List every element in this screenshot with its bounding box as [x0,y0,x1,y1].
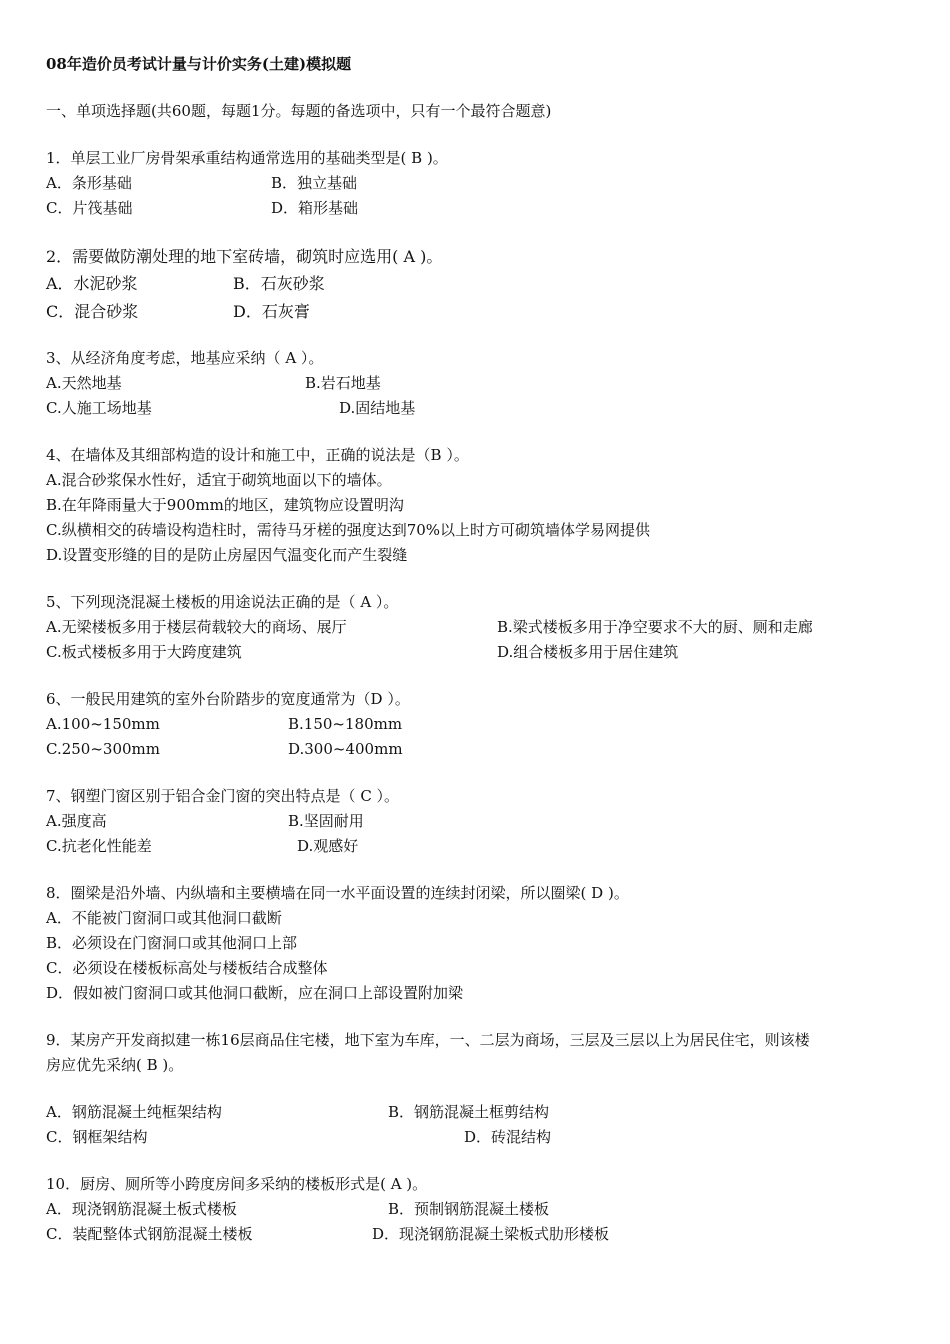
question-1-option-b: B．独立基础 [271,174,358,192]
question-3-option-d: D.固结地基 [339,399,416,417]
question-3-option-c: C.人施工场地基 [46,399,152,417]
question-9-option-a: A．钢筋混凝土纯框架结构 [46,1103,222,1121]
question-4-option-d: D.设置变形缝的目的是防止房屋因气温变化而产生裂缝 [46,546,408,564]
question-6-option-b: B.150~180mm [288,715,403,733]
question-10-option-d: D．现浇钢筋混凝土梁板式肋形楼板 [372,1225,610,1243]
question-1-stem: 1．单层工业厂房骨架承重结构通常选用的基础类型是( B )。 [46,149,448,167]
question-10-option-b: B．预制钢筋混凝土楼板 [388,1200,550,1218]
question-5-option-a: A.无梁楼板多用于楼层荷载较大的商场、展厅 [46,618,347,636]
question-2-stem: 2．需要做防潮处理的地下室砖墙，砌筑时应选用( A )。 [46,247,443,266]
question-4-option-a: A.混合砂浆保水性好，适宜于砌筑地面以下的墙体。 [46,471,392,489]
question-4-option-b: B.在年降雨量大于900mm的地区，建筑物应设置明沟 [46,496,404,514]
question-1-option-a: A．条形基础 [46,174,132,192]
question-6-option-c: C.250~300mm [46,740,160,758]
question-9-option-c: C．钢框架结构 [46,1128,148,1146]
question-9-stem: 9．某房产开发商拟建一栋16层商品住宅楼，地下室为车库，一、二层为商场，三层及三层以上为居民住宅，则该楼 [46,1031,810,1049]
question-2-option-c: C．混合砂浆 [46,302,139,321]
question-8-option-d: D．假如被门窗洞口或其他洞口截断，应在洞口上部设置附加梁 [46,984,464,1002]
question-7-option-c: C.抗老化性能差 [46,837,152,855]
question-6-stem: 6、一般民用建筑的室外台阶踏步的宽度通常为（D ）。 [46,690,410,708]
question-2-option-a: A．水泥砂浆 [46,274,138,293]
question-9-option-b: B．钢筋混凝土框剪结构 [388,1103,550,1121]
question-3-stem: 3、从经济角度考虑，地基应采纳（ A ）。 [46,349,324,367]
section-heading: 一、单项选择题(共60题，每题1分。每题的备选项中，只有一个最符合题意) [46,102,552,120]
question-8-option-a: A．不能被门窗洞口或其他洞口截断 [46,909,282,927]
question-5-stem: 5、下列现浇混凝土楼板的用途说法正确的是（ A ）。 [46,593,399,611]
question-9-option-d: D．砖混结构 [464,1128,552,1146]
question-3-option-b: B.岩石地基 [305,374,381,392]
question-4-stem: 4、在墙体及其细部构造的设计和施工中，正确的说法是（B ）。 [46,446,469,464]
question-8-stem: 8．圈梁是沿外墙、内纵墙和主要横墙在同一水平面设置的连续封闭梁，所以圈梁( D )。 [46,884,629,902]
question-10-option-a: A．现浇钢筋混凝土板式楼板 [46,1200,237,1218]
question-4-option-c: C.纵横相交的砖墙设构造柱时，需待马牙槎的强度达到70%以上时方可砌筑墙体学易网提供 [46,521,651,539]
question-7-option-a: A.强度高 [46,812,107,830]
question-7-option-d: D.观感好 [297,837,359,855]
question-2-option-d: D．石灰膏 [233,302,310,321]
document-title: 08年造价员考试计量与计价实务(土建)模拟题 [46,55,352,73]
question-10-stem: 10．厨房、厕所等小跨度房间多采纳的楼板形式是( A )。 [46,1175,428,1193]
question-8-option-c: C．必须设在楼板标高处与楼板结合成整体 [46,959,328,977]
question-10-option-c: C．装配整体式钢筋混凝土楼板 [46,1225,253,1243]
question-5-option-d: D.组合楼板多用于居住建筑 [497,643,679,661]
question-5-option-c: C.板式楼板多用于大跨度建筑 [46,643,242,661]
question-5-option-b: B.梁式楼板多用于净空要求不大的厨、厕和走廊 [497,618,813,636]
question-9-stem-continued: 房应优先采纳( B )。 [46,1056,184,1074]
question-8-option-b: B．必须设在门窗洞口或其他洞口上部 [46,934,298,952]
question-2-option-b: B．石灰砂浆 [233,274,325,293]
question-6-option-a: A.100~150mm [46,715,160,733]
question-3-option-a: A.天然地基 [46,374,122,392]
question-7-stem: 7、钢塑门窗区别于铝合金门窗的突出特点是（ C ）。 [46,787,400,805]
question-1-option-d: D．箱形基础 [271,199,359,217]
question-6-option-d: D.300~400mm [288,740,403,758]
question-1-option-c: C．片筏基础 [46,199,133,217]
question-7-option-b: B.坚固耐用 [288,812,364,830]
